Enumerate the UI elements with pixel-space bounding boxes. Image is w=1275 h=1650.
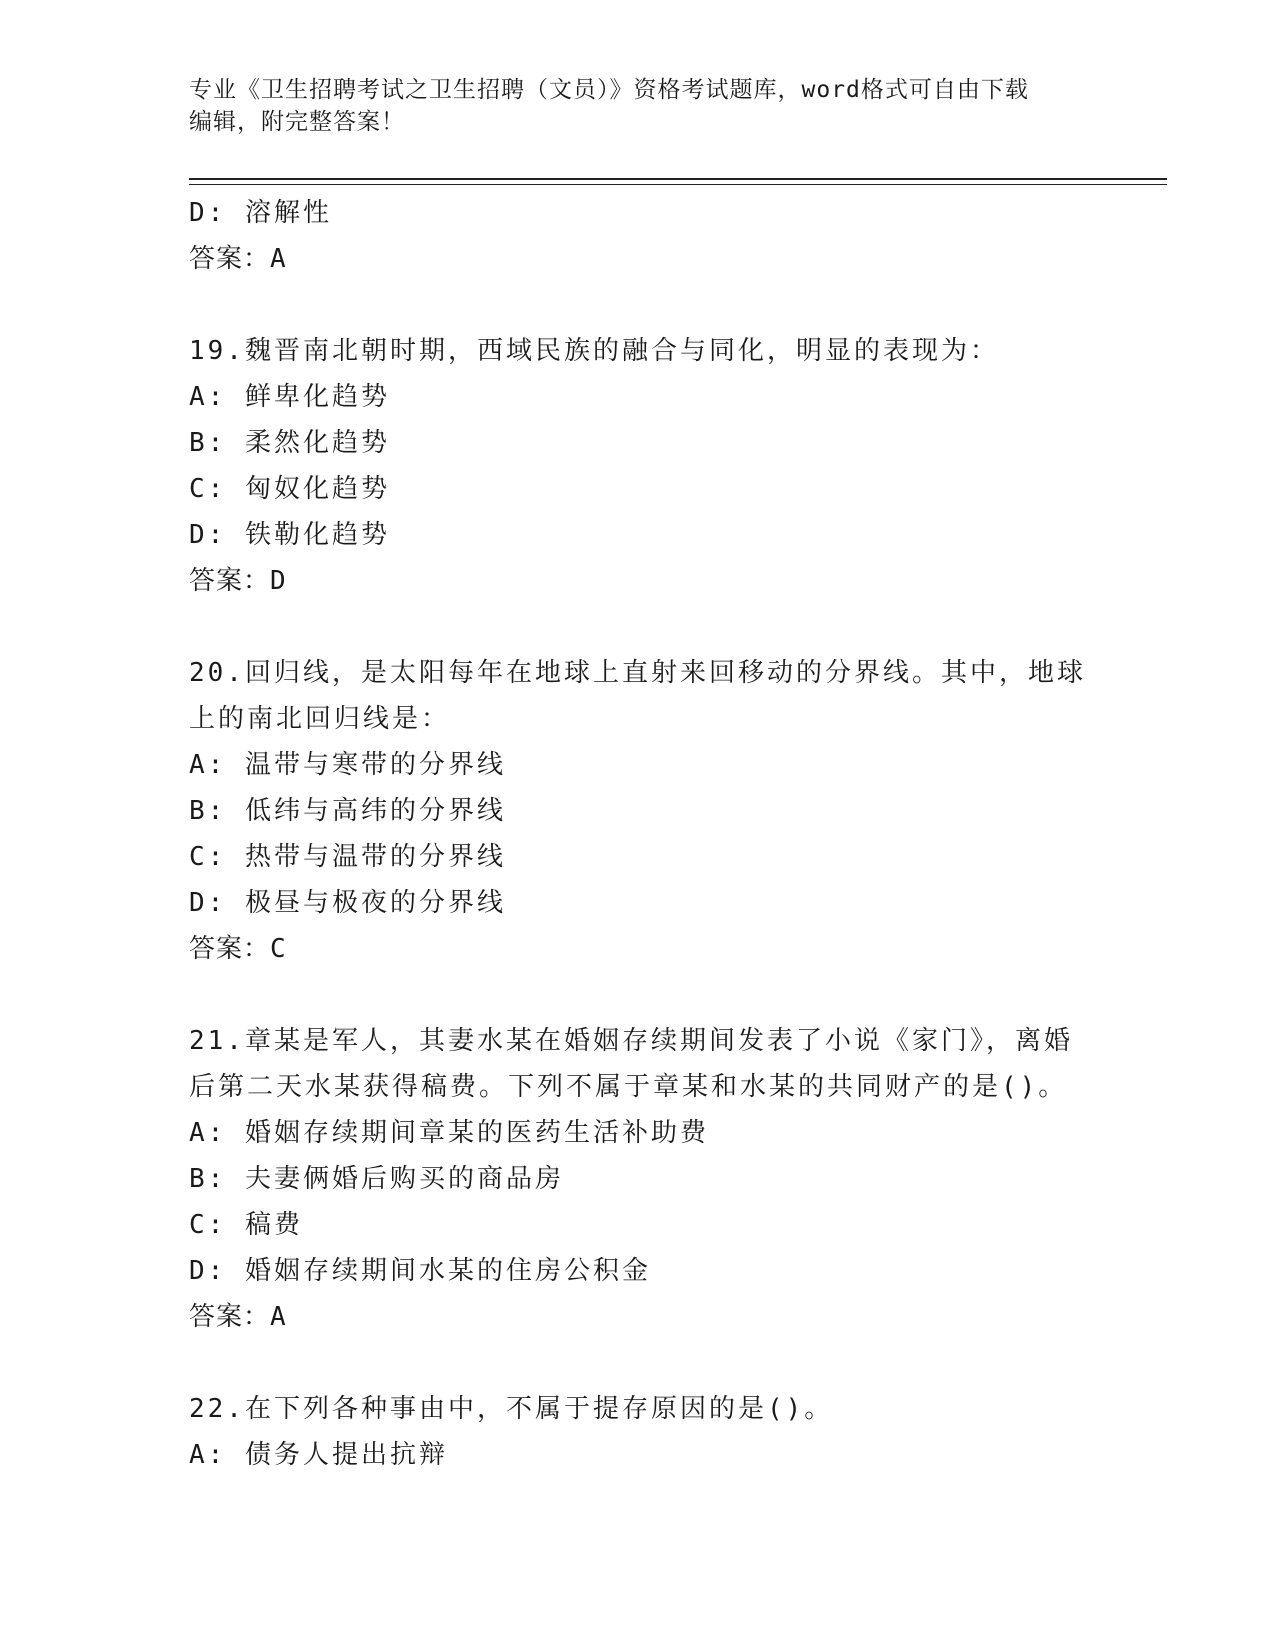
answer-line: 答案：A (189, 1302, 287, 1332)
option-a: A: 债务人提出抗辩 (189, 1440, 448, 1470)
question-19 (189, 328, 1089, 604)
question-stem: 19.魏晋南北朝时期，西域民族的融合与同化，明显的表现为： (189, 336, 999, 366)
answer-line: 答案：C (189, 934, 287, 964)
option-b: B: 夫妻俩婚后购买的商品房 (189, 1164, 564, 1194)
header-divider-thick (189, 178, 1167, 180)
option-b: B: 柔然化趋势 (189, 428, 390, 458)
answer-line: 答案：D (189, 566, 287, 596)
header-line-2: 编辑，附完整答案！ (189, 109, 405, 135)
question-list (189, 190, 1089, 1478)
option-a: A: 鲜卑化趋势 (189, 382, 390, 412)
option-c: C: 热带与温带的分界线 (189, 842, 506, 872)
option-c: C: 匈奴化趋势 (189, 474, 390, 504)
option-d: D: 婚姻存续期间水某的住房公积金 (189, 1256, 651, 1286)
document-header (189, 74, 1089, 138)
question-stem-continued: 上的南北回归线是： (189, 704, 451, 734)
option-a: A: 婚姻存续期间章某的医药生活补助费 (189, 1118, 709, 1148)
header-divider-thin (189, 184, 1167, 185)
question-stem: 20.回归线，是太阳每年在地球上直射来回移动的分界线。其中，地球 (189, 658, 1086, 688)
option-d: D: 溶解性 (189, 198, 332, 228)
option-d: D: 极昼与极夜的分界线 (189, 888, 506, 918)
question-stem: 21.章某是军人，其妻水某在婚姻存续期间发表了小说《家门》，离婚 (189, 1026, 1073, 1056)
option-c: C: 稿费 (189, 1210, 303, 1240)
option-b: B: 低纬与高纬的分界线 (189, 796, 506, 826)
answer-line: 答案：A (189, 244, 287, 274)
question-21 (189, 1018, 1089, 1340)
option-d: D: 铁勒化趋势 (189, 520, 390, 550)
question-20 (189, 650, 1089, 972)
question-22 (189, 1386, 1089, 1478)
question-stem: 22.在下列各种事由中，不属于提存原因的是()。 (189, 1394, 834, 1424)
header-line-1: 专业《卫生招聘考试之卫生招聘（文员）》资格考试题库，word格式可自由下载 (189, 77, 1029, 103)
option-a: A: 温带与寒带的分界线 (189, 750, 506, 780)
question-stem-continued: 后第二天水某获得稿费。下列不属于章某和水某的共同财产的是()。 (189, 1072, 1068, 1102)
